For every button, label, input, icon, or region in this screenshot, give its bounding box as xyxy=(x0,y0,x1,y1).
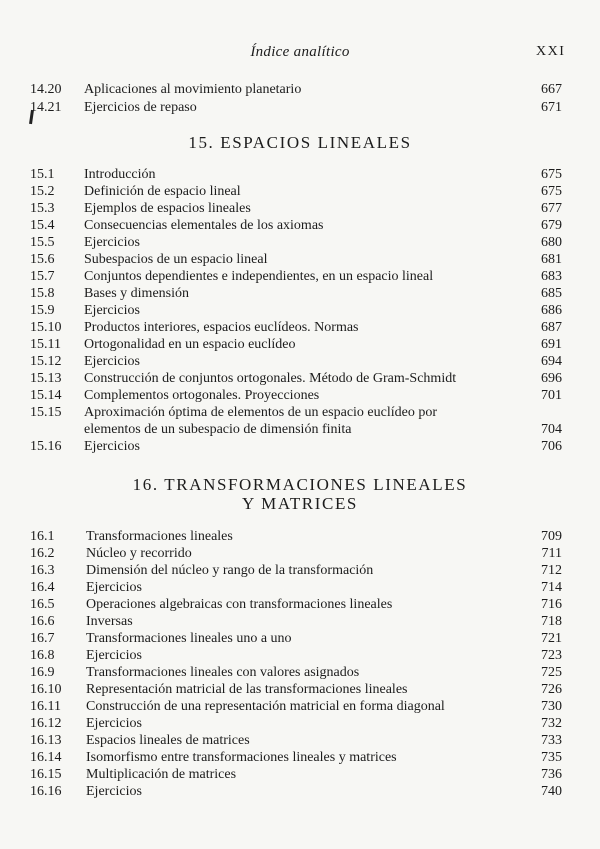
toc-entry xyxy=(0,698,600,715)
section-title: Bases y dimensión xyxy=(84,286,189,301)
section-page: 723 xyxy=(541,648,562,663)
section-number: 16.16 xyxy=(30,784,62,799)
section-page: 735 xyxy=(541,750,562,765)
toc-entry xyxy=(0,404,600,421)
section-title: Aproximación óptima de elementos de un espacio euclídeo por xyxy=(84,405,438,420)
section-page: 711 xyxy=(541,546,562,561)
section-title: Ejercicios xyxy=(84,235,140,250)
section-title: Subespacios de un espacio lineal xyxy=(84,252,268,267)
section-number: 16.15 xyxy=(30,767,62,782)
section-number: 15.9 xyxy=(30,303,55,318)
toc-entry xyxy=(0,285,600,302)
toc-entry xyxy=(0,438,600,455)
section-number: 15.6 xyxy=(30,252,55,267)
section-title: Transformaciones lineales xyxy=(86,529,233,544)
running-header-title: Índice analítico xyxy=(250,44,350,60)
section-page: 675 xyxy=(541,167,562,182)
section-page: 681 xyxy=(541,252,562,267)
section-number: 15.15 xyxy=(30,405,62,420)
section-page: 716 xyxy=(541,597,562,612)
toc-entry xyxy=(0,81,600,98)
section-number: 15.16 xyxy=(30,439,62,454)
section-page: 725 xyxy=(541,665,562,680)
section-number: 14.21 xyxy=(30,99,62,115)
section-title: Ejercicios xyxy=(84,303,140,318)
toc-entry xyxy=(0,370,600,387)
section-page: 671 xyxy=(541,99,562,115)
section-number: 15.13 xyxy=(30,371,62,386)
section-page: 733 xyxy=(541,733,562,748)
section-page: 736 xyxy=(541,767,562,782)
toc-entry xyxy=(0,766,600,783)
section-number: 16.11 xyxy=(30,699,61,714)
section-number: 15.8 xyxy=(30,286,55,301)
section-page: 667 xyxy=(541,82,562,97)
section-number: 16.12 xyxy=(30,716,62,731)
section-page: 687 xyxy=(541,320,562,335)
section-title: Construcción de conjuntos ortogonales. Método de Gram-Schmidt xyxy=(84,371,457,386)
toc-entry xyxy=(0,336,600,353)
toc-entry xyxy=(0,200,600,217)
section-page: 683 xyxy=(541,269,562,284)
section-number: 15.11 xyxy=(30,337,61,352)
toc-entry xyxy=(0,183,600,200)
section-title: Multiplicación de matrices xyxy=(86,767,237,782)
section-page: 696 xyxy=(541,371,562,386)
section-page: 691 xyxy=(541,337,562,352)
section-title: Consecuencias elementales de los axiomas xyxy=(84,218,324,233)
section-title: Aplicaciones al movimiento planetario xyxy=(84,82,302,97)
section-title: Espacios lineales de matrices xyxy=(86,733,250,748)
section-number: 14.20 xyxy=(30,82,62,97)
section-number: 16.4 xyxy=(30,580,55,595)
toc-entry xyxy=(0,387,600,404)
section-page: 721 xyxy=(541,631,562,646)
section-title: Complementos ortogonales. Proyecciones xyxy=(84,388,320,403)
toc-entry xyxy=(0,579,600,596)
section-page: 740 xyxy=(541,784,562,799)
section-page: 694 xyxy=(541,354,562,369)
toc-entry xyxy=(0,217,600,234)
toc-entry xyxy=(0,99,600,116)
chapter-16-heading-line1: 16. TRANSFORMACIONES LINEALES xyxy=(132,475,468,494)
section-number: 15.3 xyxy=(30,201,55,216)
section-title: Ortogonalidad en un espacio euclídeo xyxy=(84,337,296,352)
section-title: Operaciones algebraicas con transformaciones lineales xyxy=(86,597,393,612)
toc-entry xyxy=(0,732,600,749)
toc-entry xyxy=(0,528,600,545)
section-page: 718 xyxy=(541,614,562,629)
toc-entry xyxy=(0,421,600,438)
section-title: Inversas xyxy=(86,614,133,629)
section-number: 16.9 xyxy=(30,665,55,680)
chapter-15-heading: 15. ESPACIOS LINEALES xyxy=(188,133,412,152)
section-page: 679 xyxy=(541,218,562,233)
section-number: 16.10 xyxy=(30,682,62,697)
section-title: Productos interiores, espacios euclídeos. Normas xyxy=(84,320,359,335)
section-number: 15.2 xyxy=(30,184,55,199)
section-title: Conjuntos dependientes e independientes, en un espacio lineal xyxy=(84,269,434,284)
section-title: Ejercicios de repaso xyxy=(84,99,197,115)
section-title: Ejercicios xyxy=(86,648,142,663)
toc-entry xyxy=(0,302,600,319)
toc-entry xyxy=(0,783,600,800)
section-page: 730 xyxy=(541,699,562,714)
section-number: 15.14 xyxy=(30,388,62,403)
section-number: 16.1 xyxy=(30,529,55,544)
chapter-16-heading-line2: Y MATRICES xyxy=(242,494,358,513)
section-page: 709 xyxy=(541,529,562,544)
section-page: 704 xyxy=(541,422,562,437)
section-title: Definición de espacio lineal xyxy=(84,184,241,199)
toc-entry xyxy=(0,681,600,698)
toc-entry xyxy=(0,319,600,336)
section-page: 726 xyxy=(541,682,562,697)
toc-entry xyxy=(0,613,600,630)
section-page: 712 xyxy=(541,563,562,578)
section-number: 16.6 xyxy=(30,614,55,629)
section-number: 15.12 xyxy=(30,354,62,369)
section-title: Isomorfismo entre transformaciones lineales y matrices xyxy=(86,750,397,765)
toc-entry xyxy=(0,562,600,579)
section-title: Ejercicios xyxy=(84,354,140,369)
toc-entry xyxy=(0,749,600,766)
toc-entry xyxy=(0,353,600,370)
toc-entry xyxy=(0,166,600,183)
toc-entry xyxy=(0,715,600,732)
section-page: 677 xyxy=(541,201,562,216)
section-title: Representación matricial de las transformaciones lineales xyxy=(86,682,408,697)
section-number: 15.7 xyxy=(30,269,55,284)
section-title: Transformaciones lineales uno a uno xyxy=(86,631,292,646)
section-title: Construcción de una representación matricial en forma diagonal xyxy=(86,699,445,714)
running-header-page-number: XXI xyxy=(536,44,566,59)
section-title: Ejercicios xyxy=(84,439,140,454)
section-title: Ejercicios xyxy=(86,784,142,799)
section-title: Ejercicios xyxy=(86,716,142,731)
section-title: Introducción xyxy=(84,167,156,182)
section-title: Transformaciones lineales con valores asignados xyxy=(86,665,360,680)
section-number: 16.8 xyxy=(30,648,55,663)
section-number: 16.5 xyxy=(30,597,55,612)
toc-entry xyxy=(0,545,600,562)
toc-entry xyxy=(0,268,600,285)
section-number: 16.2 xyxy=(30,546,55,561)
toc-entry xyxy=(0,630,600,647)
section-page: 686 xyxy=(541,303,562,318)
toc-entry xyxy=(0,647,600,664)
section-title: Dimensión del núcleo y rango de la transformación xyxy=(86,563,374,578)
section-number: 15.1 xyxy=(30,167,55,182)
section-title: Núcleo y recorrido xyxy=(86,546,192,561)
section-number: 15.5 xyxy=(30,235,55,250)
section-page: 685 xyxy=(541,286,562,301)
section-title: elementos de un subespacio de dimensión finita xyxy=(84,422,352,437)
section-number: 16.3 xyxy=(30,563,55,578)
section-number: 16.7 xyxy=(30,631,55,646)
section-number: 15.4 xyxy=(30,218,55,233)
section-title: Ejemplos de espacios lineales xyxy=(84,201,251,216)
section-page: 714 xyxy=(541,580,562,595)
toc-entry xyxy=(0,596,600,613)
section-title: Ejercicios xyxy=(86,580,142,595)
section-page: 732 xyxy=(541,716,562,731)
toc-entry xyxy=(0,234,600,251)
toc-entry xyxy=(0,664,600,681)
section-page: 706 xyxy=(541,439,562,454)
section-number: 16.13 xyxy=(30,733,62,748)
section-page: 701 xyxy=(541,388,562,403)
section-page: 680 xyxy=(541,235,562,250)
section-number: 16.14 xyxy=(30,750,62,765)
section-page: 675 xyxy=(541,184,562,199)
section-number: 15.10 xyxy=(30,320,62,335)
toc-entry xyxy=(0,251,600,268)
